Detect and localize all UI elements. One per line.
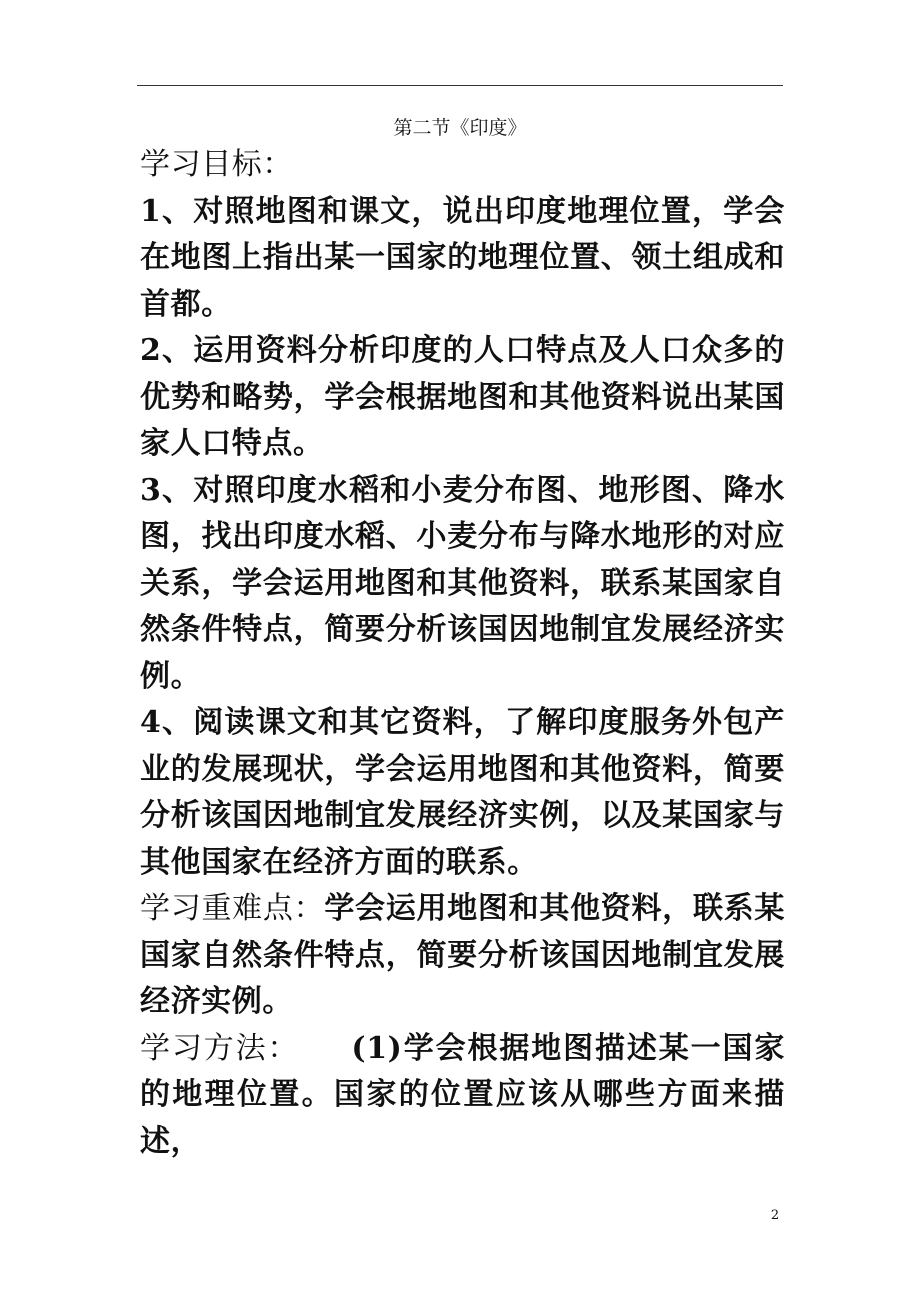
objective-item-1: 1、对照地图和课文，说出印度地理位置，学会在地图上指出某一国家的地理位置、领土组成和首都。 bbox=[140, 193, 785, 322]
key-points-text: 学会运用地图和其他资料，联系某国家自然条件特点，简要分析该国因地制宜发展经济实例。 bbox=[140, 891, 786, 1019]
methods-paragraph bbox=[140, 1026, 785, 1166]
header-rule bbox=[137, 85, 783, 86]
objective-item-2: 2、运用资料分析印度的人口特点及人口众多的优势和略势，学会根据地图和其他资料说出某国家人口特点。 bbox=[140, 333, 785, 461]
section-title: 第二节《印度》 bbox=[393, 117, 527, 139]
objective-item-3: 3、对照印度水稻和小麦分布图、地形图、降水图，找出印度水稻、小麦分布与降水地形的对应关系，学会运用地图和其他资料，联系某国家自然条件特点，简要分析该国因地制宜发展经济实例。 bbox=[140, 472, 785, 694]
key-points-label: 学习重难点： bbox=[140, 891, 325, 926]
methods-label: 学习方法： bbox=[140, 1030, 300, 1066]
objective-item-4: 4、阅读课文和其它资料，了解印度服务外包产业的发展现状，学会运用地图和其他资料，简要分析该国因地制宜发展经济实例，以及某国家与其他国家在经济方面的联系。 bbox=[140, 705, 785, 880]
document-body bbox=[140, 142, 785, 1165]
objectives-heading bbox=[140, 142, 785, 189]
objectives-label: 学习目标： bbox=[140, 147, 293, 182]
key-points-paragraph bbox=[140, 886, 785, 1026]
methods-text: (1)学会根据地图描述某一国家的地理位置。国家的位置应该从哪些方面来描述， bbox=[140, 1030, 786, 1159]
page-number: 2 bbox=[770, 1208, 780, 1223]
